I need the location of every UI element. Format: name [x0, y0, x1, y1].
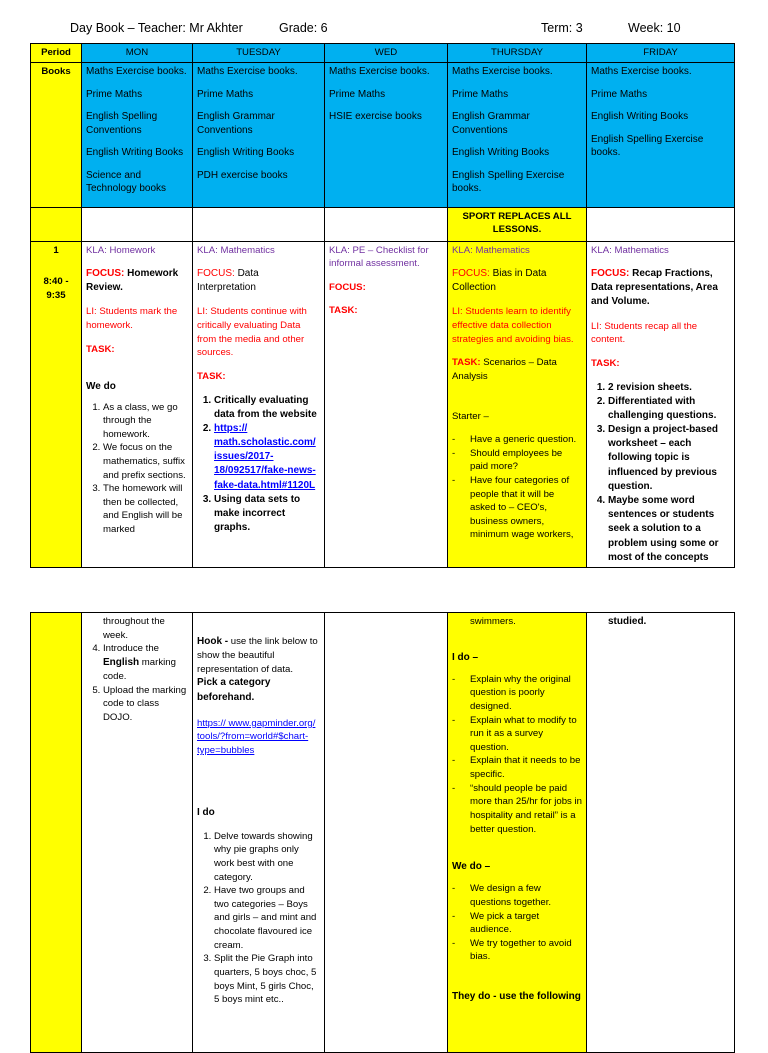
- thursday-header: THURSDAY: [448, 44, 587, 63]
- period-number: 1: [53, 244, 59, 256]
- focus-text: Recap Fractions, Data representations, Area and Volume.: [591, 268, 718, 308]
- we-do-steps: [86, 401, 188, 537]
- step-item: 1. As a class, we go through the homework.: [103, 401, 188, 442]
- kla-label: KLA: Mathematics: [591, 244, 669, 256]
- books-row: [31, 63, 735, 208]
- focus-label: FOCUS:: [452, 268, 490, 280]
- tuesday-books: [193, 63, 325, 208]
- step-item: 2. Differentiated with challenging questions.: [608, 395, 730, 423]
- step-text: Introduce the: [103, 643, 160, 655]
- kla-label: KLA: Mathematics: [197, 244, 275, 256]
- task-label: TASK:: [452, 357, 481, 369]
- book-item: English Writing Books: [86, 147, 184, 158]
- i-do-heading: I do: [197, 806, 215, 818]
- wednesday-lesson: [325, 241, 448, 567]
- i-do-steps: [197, 830, 320, 1007]
- period-header: Period: [31, 44, 82, 63]
- learning-intention: LI: Students recap all the content.: [591, 320, 698, 346]
- wednesday-header: WED: [325, 44, 448, 63]
- list-item: - We pick a target audience.: [452, 910, 582, 937]
- gapminder-link[interactable]: https:// www.gapminder.org/ tools/?from=world#$chart- type=bubbles: [197, 717, 316, 756]
- we-do-heading: We do: [86, 381, 116, 393]
- task-label: TASK:: [197, 370, 226, 382]
- kla-label: KLA: PE – Checklist for informal assessment.: [329, 244, 429, 270]
- starter-list: [452, 433, 582, 542]
- thursday-books: [448, 63, 587, 208]
- step-item: 1. 2 revision sheets.: [608, 381, 730, 395]
- book-item: Prime Maths: [591, 88, 648, 100]
- daybook-title: Day Book – Teacher: Mr Akhter: [70, 21, 243, 35]
- step-item: 3. Using data sets to make incorrect graphs.: [214, 493, 320, 536]
- book-item: English Writing Books: [452, 147, 550, 158]
- list-item: - Have a generic question.: [452, 433, 582, 447]
- focus-line: [591, 267, 730, 310]
- step-text: marking code.: [103, 656, 176, 683]
- book-item: Prime Maths: [329, 88, 386, 100]
- period-1-continued-row: [31, 613, 735, 1053]
- monday-header: MON: [82, 44, 193, 63]
- we-do-steps-continued: [86, 642, 188, 724]
- thursday-lesson: [448, 241, 587, 567]
- period-1-cell: [31, 241, 82, 567]
- focus-label: FOCUS:: [197, 268, 235, 280]
- notice-fri: [587, 207, 735, 241]
- task-text: Scenarios – Data Analysis: [452, 357, 557, 382]
- notice-row: [31, 207, 735, 241]
- focus-label: FOCUS:: [329, 281, 366, 293]
- thursday-lesson-continued: [448, 613, 587, 1053]
- book-item: Maths Exercise books.: [329, 66, 430, 77]
- focus-label: FOCUS:: [86, 268, 125, 280]
- kla-label: KLA: Homework: [86, 244, 156, 256]
- term-label: Term: 3: [541, 21, 583, 35]
- step-item: 4. Maybe some word sentences or students seek a solution to a problem using some or most of the concepts: [608, 494, 730, 565]
- monday-lesson: [82, 241, 193, 567]
- task-steps: [591, 381, 730, 565]
- learning-intention: LI: Students mark the homework.: [86, 306, 178, 332]
- list-item: - Have four categories of people that it will be asked to – CEO's, business owners, minimum wage workers,: [452, 474, 582, 542]
- step-item: [214, 422, 320, 493]
- kla-label: KLA: Mathematics: [452, 244, 530, 256]
- book-item: English Spelling Conventions: [86, 111, 158, 136]
- notice-period-cell: [31, 207, 82, 241]
- step-item: [103, 642, 188, 683]
- step-item: 3. The homework will then be collected, and English will be marked: [103, 482, 188, 536]
- monday-lesson-continued: [82, 613, 193, 1053]
- link-paragraph: [197, 717, 320, 758]
- starter-continuation: swimmers.: [470, 616, 516, 627]
- timetable-page-1: [30, 43, 735, 568]
- book-item: Prime Maths: [86, 88, 143, 100]
- task-label: TASK:: [329, 305, 358, 317]
- focus-line: [86, 267, 188, 295]
- list-item: - Should employees be paid more?: [452, 447, 582, 474]
- monday-books: [82, 63, 193, 208]
- step-item: 2. Have two groups and two categories – Boys and girls – and mint and chocolate flavoured ice cream.: [214, 884, 320, 952]
- hook-instruction: Pick a category beforehand.: [197, 677, 271, 703]
- task-label: TASK:: [591, 357, 620, 369]
- focus-label: FOCUS:: [591, 268, 630, 280]
- book-item: Prime Maths: [452, 88, 509, 100]
- book-item: Maths Exercise books.: [197, 66, 298, 77]
- task-line: [452, 356, 582, 383]
- book-item: English Spelling Exercise books.: [452, 169, 565, 194]
- focus-line: [452, 267, 582, 295]
- step-continuation: throughout the week.: [103, 616, 165, 641]
- task-steps: [197, 394, 320, 536]
- step-item: 1. Critically evaluating data from the website: [214, 394, 320, 422]
- period-1-row: [31, 241, 735, 567]
- books-label: Books: [31, 63, 82, 208]
- list-item: - We design a few questions together.: [452, 882, 582, 909]
- book-item: Science and Technology books: [86, 169, 167, 194]
- friday-lesson: [587, 241, 735, 567]
- hook-paragraph: [197, 635, 320, 676]
- hook-text: use the link below to show the beautiful representation of data.: [197, 636, 318, 675]
- day-header-row: [31, 44, 735, 63]
- step-continuation: studied.: [608, 616, 647, 627]
- book-item: English Writing Books: [591, 111, 689, 122]
- starter-heading: Starter –: [452, 410, 489, 422]
- tuesday-header: TUESDAY: [193, 44, 325, 63]
- wednesday-books: [325, 63, 448, 208]
- step-item: 5. Upload the marking code to class DOJO.: [103, 684, 188, 725]
- sport-notice: SPORT REPLACES ALL LESSONS.: [448, 207, 587, 241]
- we-do-list: [452, 882, 582, 964]
- wednesday-lesson-continued: [325, 613, 448, 1053]
- scholastic-link[interactable]: https:// math.scholastic.com/ issues/2017- 18/092517/fake-news- fake-data.html#1120L: [214, 422, 316, 491]
- timetable-page-2: [30, 612, 735, 1053]
- list-item: - Explain that it needs to be specific.: [452, 754, 582, 781]
- task-label: TASK:: [86, 343, 115, 355]
- period-cell-continued: [31, 613, 82, 1053]
- book-item: Prime Maths: [197, 88, 254, 100]
- notice-mon: [82, 207, 193, 241]
- i-do-list: [452, 673, 582, 836]
- grade-label: Grade: 6: [279, 21, 328, 35]
- list-item: - “should people be paid more than 25/hr for jobs in hospitality and retail” is a better question.: [452, 782, 582, 836]
- focus-line: [197, 267, 320, 295]
- we-do-heading: We do –: [452, 861, 491, 873]
- book-item: English Spelling Exercise books.: [591, 133, 704, 158]
- book-item: Maths Exercise books.: [452, 66, 553, 77]
- focus-text: Data Interpretation: [197, 268, 259, 294]
- friday-books: [587, 63, 735, 208]
- notice-wed: [325, 207, 448, 241]
- list-item: - Explain why the original question is poorly designed.: [452, 673, 582, 714]
- learning-intention: LI: Students learn to identify effective data collection strategies and avoiding bias.: [452, 306, 574, 345]
- book-item: PDH exercise books: [197, 169, 288, 181]
- week-label: Week: 10: [628, 21, 681, 35]
- tuesday-lesson-continued: [193, 613, 325, 1053]
- focus-text: Homework Review.: [86, 268, 179, 294]
- step-item: 1. Delve towards showing why pie graphs only work best with one category.: [214, 830, 320, 884]
- book-item: English Writing Books: [197, 147, 295, 158]
- hook-label: Hook -: [197, 636, 229, 647]
- step-item: 3. Design a project-based worksheet – each following topic is influenced by previous question.: [608, 423, 730, 494]
- book-item: Maths Exercise books.: [591, 66, 692, 77]
- step-item: 3. Split the Pie Graph into quarters, 5 boys choc, 5 boys Mint, 5 girls Choc, 5 boys mint etc..: [214, 952, 320, 1006]
- book-item: English Grammar Conventions: [452, 111, 530, 136]
- they-do-heading: They do - use the following: [452, 990, 581, 1002]
- book-item: English Grammar Conventions: [197, 111, 275, 136]
- book-item: HSIE exercise books: [329, 111, 422, 122]
- learning-intention: LI: Students continue with critically evaluating Data from the media and other sources.: [197, 306, 307, 359]
- list-item: - Explain what to modify to run it as a survey question.: [452, 714, 582, 755]
- i-do-heading: I do –: [452, 651, 479, 663]
- friday-header: FRIDAY: [587, 44, 735, 63]
- tuesday-lesson: [193, 241, 325, 567]
- step-bold: English: [103, 656, 140, 668]
- list-item: - We try together to avoid bias.: [452, 937, 582, 964]
- friday-lesson-continued: [587, 613, 735, 1053]
- book-item: Maths Exercise books.: [86, 66, 187, 77]
- focus-text: Bias in Data Collection: [452, 268, 547, 294]
- notice-tue: [193, 207, 325, 241]
- step-item: 2. We focus on the mathematics, suffix and prefix sections.: [103, 441, 188, 482]
- period-time: 8:40 - 9:35: [43, 276, 69, 301]
